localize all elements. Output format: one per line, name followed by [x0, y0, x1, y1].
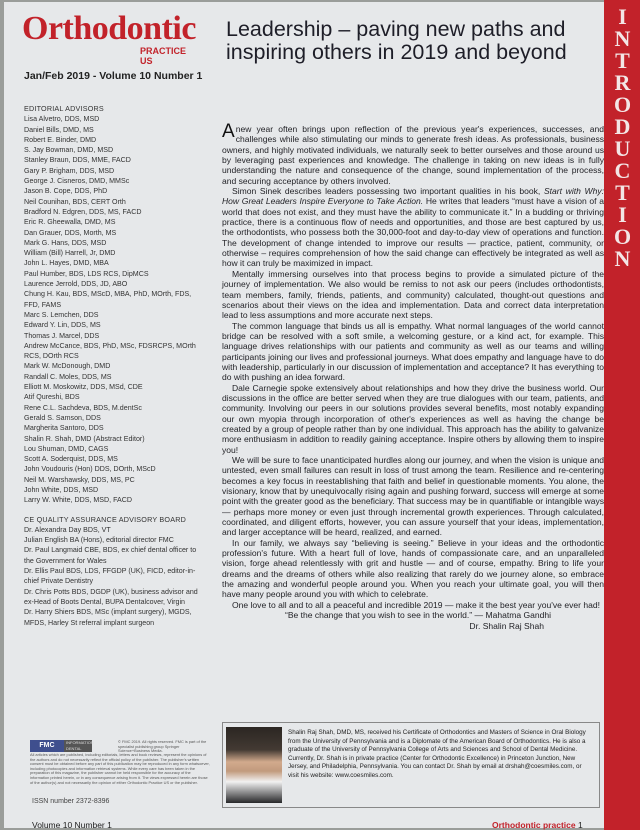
advisor-name: William (Bill) Harrell, Jr, DMD — [24, 249, 116, 258]
advisor-name: Eric R. Gheewalla, DMD, MS — [24, 218, 116, 227]
advisor-name: Robert E. Binder, DMD — [24, 135, 97, 144]
advisor-name: Dan Grauer, DDS, Morth, MS — [24, 228, 117, 237]
advisor-name: S. Jay Bowman, DMD, MSD — [24, 146, 114, 155]
advisor-name: Randall C. Moles, DDS, MS — [24, 372, 112, 381]
article-paragraph: Dale Carnegie spoke extensively about relationships and how they drive the business world. Our discussions in the office are better served when they are true dialogues with our team, patients, and community. Involving our peers in our solutions provides several benefits, most notably expanding our own myopia through incorporation of other's experiences as well as having the change be created by a group of people rather than by one individual. This approach has the ability to galvanize more enthusiasm in addition to readily gaining acceptance. Inspire others by allowing them to inspire you! — [222, 382, 604, 455]
article-body — [222, 121, 605, 631]
article-paragraph: Simon Sinek describes leaders possessing two important qualities in his book, Start with Why: How Great Leaders Inspire Everyone to Take Action. He writes that leaders “must have a vision of a world that does not exist, and they must have the ability to communicate it.” In a budding or thriving practice, there is a continuous flow of needs and opportunities, and those are best captured by us, the orthodontists, who possess both the 30,000-foot and day-to-day view of operations and function. The development of change intended to improve our results — practice, patient, community, or otherwise – requires comprehension of how the said change can effectively be integrated as well as how it can truly be maximized in impact. — [222, 186, 604, 269]
publisher-logo: FMC — [30, 740, 64, 752]
advisor-name: Rene C.L. Sachdeva, BDS, M.dentSc — [24, 403, 142, 412]
qa-board-heading: CE QUALITY ASSURANCE ADVISORY BOARD — [24, 514, 186, 524]
qa-board-list — [24, 525, 206, 628]
author-bio-text: Shalin Raj Shah, DMD, MS, received his Certificate of Orthodontics and Masters of Science in Oral Biology from the University of Pennsylvania and is a Diplomate of the American Board of Orthodontics. He is also a graduate of the University of Pennsylvania College of Arts and Sciences and School of Dental Medicine. Currently, Dr. Shah is in private practice (Center for Orthodontic Excellence) in Princeton Junction, New Jersey, and Philadelphia, Pennsylvania. You can contact Dr. Shah by email at drshah@coesmiles.com, or visit his website: www.coesmiles.com. — [288, 729, 586, 779]
advisor-name: John Voudouris (Hon) DDS, DOrth, MScD — [24, 465, 156, 474]
section-tab-letter: R — [614, 70, 632, 95]
section-tab-letter: C — [614, 158, 632, 183]
advisor-name: Edward Y. Lin, DDS, MS — [24, 321, 101, 330]
advisor-name: Gerald S. Samson, DDS — [24, 413, 101, 422]
footer-magazine-name: Orthodontic practice — [492, 820, 576, 830]
issn-number: ISSN number 2372-8396 — [32, 798, 110, 805]
section-tab-letter: T — [615, 48, 631, 73]
advisor-name: Larry W. White, DDS, MSD, FACD — [24, 496, 132, 505]
advisor-name: Atif Qureshi, BDS — [24, 393, 80, 402]
advisor-name: Andrew McCance, BDS, PhD, MSc, FDSRCPS, MOrth RCS, DOrth RCS — [24, 341, 196, 361]
advisor-name: Mark W. McDonough, DMD — [24, 362, 111, 371]
article-title: Leadership – paving new paths and inspiring others in 2019 and beyond — [226, 17, 567, 64]
footer-page-number: 1 — [577, 820, 583, 830]
section-tab-letter: U — [614, 136, 632, 161]
advisor-name: Scott A. Soderquist, DDS, MS — [24, 455, 118, 464]
section-tab-letter: O — [613, 92, 633, 117]
author-signature: Dr. Shalin Raj Shah — [469, 620, 544, 631]
publisher-logo-sub: INFORMATION DENTAL — [66, 740, 94, 751]
book-title: Start with Why: How Great Leaders Inspire Everyone to Take Action. — [222, 186, 604, 207]
publisher-notice: All articles which are published, including editorials, letters and book reviews, represent the opinions of the authors and do not necessarily reflect the official policy of the publisher. The publisher's written consent must be obtained before any part of this publication may be reproduced in any form whatsoever, including photocopies and information retrieval systems. While every care has been taken in the preparation of this magazine, the publisher cannot be held responsible for the accuracy of the information printed herein, or in any consequence arising from it. The views expressed herein are those of the author(s) and not necessarily the opinion of either Orthodontic Practice US or the publisher. — [30, 752, 210, 785]
advisor-name: Lou Shuman, DMD, CAGS — [24, 444, 109, 453]
advisor-name: Stanley Braun, DDS, MME, FACD — [24, 156, 131, 165]
section-tab-letter: I — [618, 4, 628, 29]
advisor-name: Gary P. Brigham, DDS, MSD — [24, 166, 115, 175]
closing-quote: “Be the change that you wish to see in the world.” — Mahatma Gandhi — [284, 610, 552, 621]
advisor-name: Julian English BA (Hons), editorial director FMC — [24, 536, 174, 545]
magazine-logo — [22, 10, 196, 66]
article-paragraph: One love to all and to all a peaceful and incredible 2019 — make it the best year you've ever had! — [232, 599, 600, 610]
advisor-name: Bradford N. Edgren, DDS, MS, FACD — [24, 207, 142, 216]
advisor-name: Laurence Jerrold, DDS, JD, ABO — [24, 280, 128, 289]
footer-page — [492, 820, 583, 830]
advisor-name: George J. Cisneros, DMD, MMSc — [24, 177, 130, 186]
advisor-name: Daniel Bills, DMD, MS — [24, 125, 94, 134]
article-paragraph: We will be sure to face unanticipated hurdles along our journey, and when the vision is unique and untested, even small failures can result in loss of trust among the team. Resilience and re-centering becomes a key focus in reestablishing that faith and belief in questionable moments. You alone, the visionary, know that by unequivocally rising again and pushing forward, success will emerge at some point with the greater good as the beneficiary. That success may be in quantifiable or intangible ways — perhaps more money or even just through incremental growth experiences. Through calculated, coordinated, and diligent efforts, however, you can assure yourself that your ideas, implementation, and larger acceptance will be heard, realized, and earned. — [222, 455, 604, 538]
advisor-name: Jason B. Cope, DDS, PhD — [24, 187, 108, 196]
advisor-name: Dr. Chris Potts BDS, DGDP (UK), business advisor and ex-Head of Boots Dental, BUPA Dentalcover, Virgin — [24, 587, 198, 606]
editorial-advisors-list — [24, 114, 206, 505]
section-tab-letter: N — [614, 246, 632, 271]
advisor-name: John L. Hayes, DMD, MBA — [24, 259, 109, 268]
advisors-column — [24, 104, 206, 628]
section-tab-letter: O — [613, 224, 633, 249]
issue-line: Jan/Feb 2019 - Volume 10 Number 1 — [24, 70, 203, 82]
section-tab-label — [608, 6, 638, 270]
drop-cap: A — [222, 121, 235, 142]
logo-wordmark: Orthodontic — [22, 10, 196, 47]
advisor-name: Mark G. Hans, DDS, MSD — [24, 238, 107, 247]
advisor-name: Dr. Paul Langmaid CBE, BDS, ex chief dental officer to the Government for Wales — [24, 546, 197, 565]
advisor-name: Chung H. Kau, BDS, MScD, MBA, PhD, MOrth, FDS, FFD, FAMS — [24, 290, 192, 309]
publisher-copyright: © FMC 2019. All rights reserved. FMC is part of the specialist publishing group Springer Science+Business Media. — [118, 739, 207, 754]
advisor-name: Margherita Santoro, DDS — [24, 424, 104, 433]
advisor-name: Dr. Alexandra Day BDS, VT — [24, 525, 111, 534]
editorial-advisors-heading: EDITORIAL ADVISORS — [24, 104, 104, 113]
advisor-name: Dr. Ellis Paul BDS, LDS, FFGDP (UK), FICD, editor-in-chief Private Dentistry — [24, 567, 196, 586]
section-tab-letter: N — [614, 26, 632, 51]
advisor-name: Marc S. Lemchen, DDS — [24, 310, 99, 319]
footer-volume: Volume 10 Number 1 — [32, 820, 112, 830]
advisor-name: Lisa Alvetro, DDS, MSD — [24, 115, 100, 124]
author-photo — [226, 727, 282, 803]
advisor-name: Neil M. Warshawsky, DDS, MS, PC — [24, 475, 135, 484]
section-tab-letter: D — [614, 114, 632, 139]
article-paragraph: Mentally immersing ourselves into that process begins to provide a simulated picture of the journey of implementation. We also would be remiss to not ask our peers (includes orthodontists, team members, family, friends, patients, and community) calculated, thought-out questions and scenarios about their views on the idea and implementation. Data and correct data interpretation lead to less assumptions and more accurate next steps. — [222, 268, 604, 321]
publisher-block — [30, 740, 210, 788]
advisor-name: Neil Counihan, BDS, CERT Orth — [24, 197, 126, 206]
article-paragraph: In our family, we always say “believing is seeing.” Believe in your ideas and the orthodontic profession's future. With a heart full of love, hands of compassionate care, and an unparalleled vision, forge ahead relentlessly with grit and hustle — and of course, empathy. Bring to life your dreams and the dreams of others while also realizing that rarely do we journey alone, so embrace the amazing and wonderful people around you. When you reach your ultimate goal, you will then have many people around you with which to celebrate. — [222, 537, 604, 600]
article-paragraph: Anew year often brings upon reflection of the previous year's experiences, successes, and challenges while also stimulating our minds to generate fresh ideas. As professionals, business owners, and highly motivated individuals, we naturally seek to better ourselves and those around us by leveraging past experiences and knowledge. The challenge in taking on new ideas is in fully understanding the nature and consequence of the change, sound implementation of the process, and securing acceptance by others involved. — [222, 121, 604, 186]
advisor-name: Shalin R. Shah, DMD (Abstract Editor) — [24, 434, 145, 443]
advisor-name: Dr. Harry Shiers BDS, MSc (implant surgery), MGDS, MFDS, Harley St referral implant surgeon — [24, 608, 192, 627]
advisor-name: Elliott M. Moskowitz, DDS, MSd, CDE — [24, 383, 143, 392]
logo-subtitle: PRACTICE US — [140, 46, 187, 66]
advisor-name: Thomas J. Marcel, DDS — [24, 331, 100, 340]
article-paragraph: The common language that binds us all is empathy. What normal languages of the world cannot bridge can be resolved with a soft smile, a welcoming gesture, or a kind act, for example. This language drives relationships with our patients and community as well as our teams and willing participants joining our lives and professional journeys. What does empathy and language have to do with leadership, particularly in our discussion of implementation and acceptance? It has everything to do with pushing an idea forward. — [222, 320, 605, 383]
section-tab-letter: T — [615, 180, 631, 205]
section-tab-letter: I — [618, 202, 628, 227]
advisor-name: John White, DDS, MSD — [24, 485, 99, 494]
advisor-name: Paul Humber, BDS, LDS RCS, DipMCS — [24, 269, 149, 278]
